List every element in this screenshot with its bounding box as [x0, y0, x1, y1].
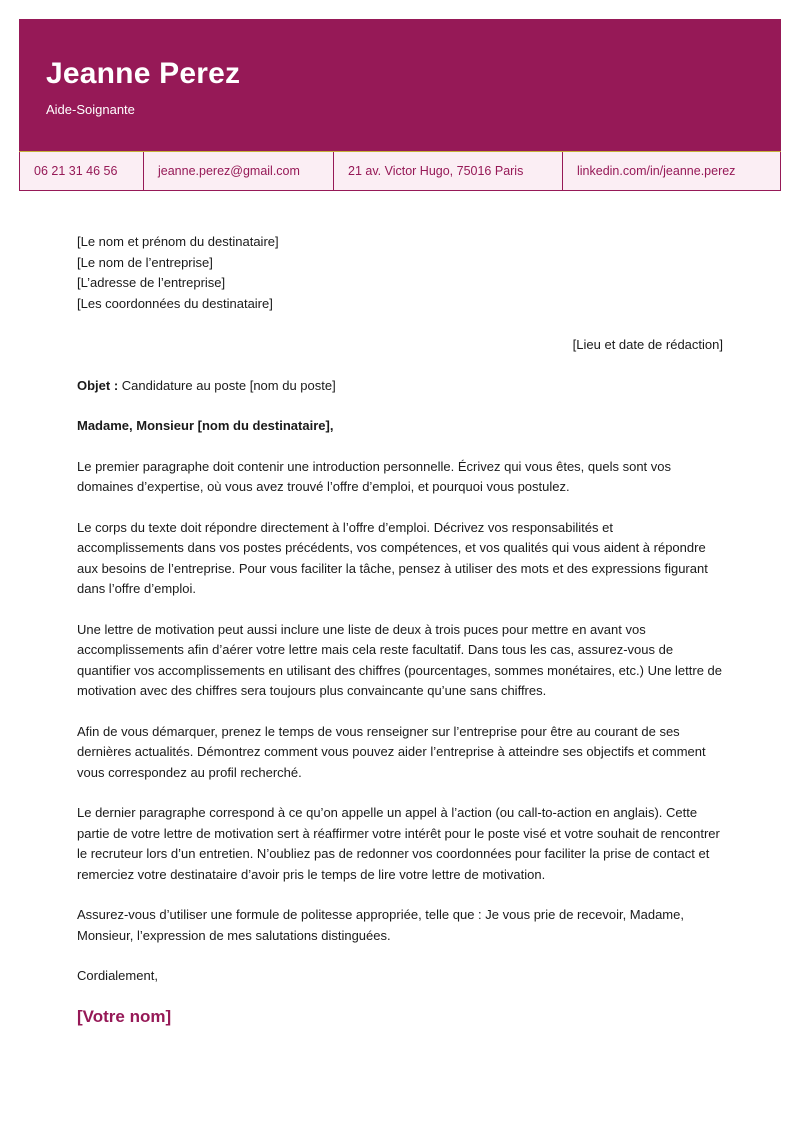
greeting: Madame, Monsieur [nom du destinataire], — [77, 418, 334, 433]
candidate-name: Jeanne Perez — [46, 57, 241, 90]
paragraph: Assurez-vous d’utiliser une formule de politesse appropriée, telle que : Je vous prie de recevoir, Madame, Monsieur, l’expression de mes salutations distinguées. — [77, 907, 684, 943]
signature: [Votre nom] — [77, 1006, 172, 1026]
contact-linkedin[interactable]: linkedin.com/in/jeanne.perez — [577, 164, 736, 178]
subject-text: Candidature au poste [nom du poste] — [118, 377, 336, 393]
paragraph: Afin de vous démarquer, prenez le temps de vous renseigner sur l’entreprise pour être au courant de ses dernières actualités. Démontrez comment vous pouvez aider l’entreprise à atteindre ses objectifs et comment vous correspondez au profil recherché. — [77, 723, 706, 780]
closing: Cordialement, — [77, 968, 158, 983]
recipient-line: [Les coordonnées du destinataire] — [77, 295, 273, 311]
recipient-block — [77, 232, 723, 314]
contact-address: 21 av. Victor Hugo, 75016 Paris — [334, 152, 563, 190]
place-date: [Lieu et date de rédaction] — [572, 337, 723, 352]
job-title: Aide-Soignante — [46, 102, 135, 117]
recipient-line: [Le nom et prénom du destinataire] — [77, 234, 279, 249]
contact-phone: 06 21 31 46 56 — [20, 152, 144, 190]
recipient-line: [Le nom de l’entreprise] — [77, 254, 213, 270]
subject-line — [77, 376, 723, 397]
paragraph: Le premier paragraphe doit contenir une introduction personnelle. Écrivez qui vous êtes, quels sont vos domaines d’expertise, où vous avez trouvé l’offre d’emploi, et pourquoi vous postulez. — [77, 458, 672, 494]
subject-label: Objet : — [77, 377, 119, 393]
header-banner — [19, 19, 781, 152]
contact-email[interactable]: jeanne.perez@gmail.com — [144, 152, 334, 190]
paragraph: Une lettre de motivation peut aussi inclure une liste de deux à trois puces pour mettre en avant vos accomplissements afin d’aérer votre lettre mais cela reste facultatif. Dans tous les cas, assurez-vous de quantifier vos accomplissements en utilisant des chiffres (pourcentages, sommes monétaires, etc.) Une lettre de motivation avec des chiffres sera toujours plus convaincante qu’une sans chiffres. — [77, 621, 723, 698]
contact-bar — [19, 152, 781, 191]
letter-body — [77, 232, 723, 1027]
recipient-line: [L’adresse de l’entreprise] — [77, 275, 226, 290]
paragraph: Le corps du texte doit répondre directement à l’offre d’emploi. Décrivez vos responsabilités et accomplissements dans vos postes précédents, vos compétences, et vos qualités qui vous aident à répondre aux besoins de l’entreprise. Pour vous faciliter la tâche, pensez à utiliser des mots et des expressions figurant dans l’offre d’emploi. — [77, 519, 708, 596]
paragraph: Le dernier paragraphe correspond à ce qu’on appelle un appel à l’action (ou call-to-action en anglais). Cette partie de votre lettre de motivation sert à réaffirmer votre intérêt pour le poste visé et votre souhait de rencontrer le recruteur lors d’un entretien. N’oubliez pas de redonner vos coordonnées pour faciliter la prise de contact et remerciez votre destinataire d’avoir pris le temps de lire votre lettre de motivation. — [77, 805, 720, 882]
